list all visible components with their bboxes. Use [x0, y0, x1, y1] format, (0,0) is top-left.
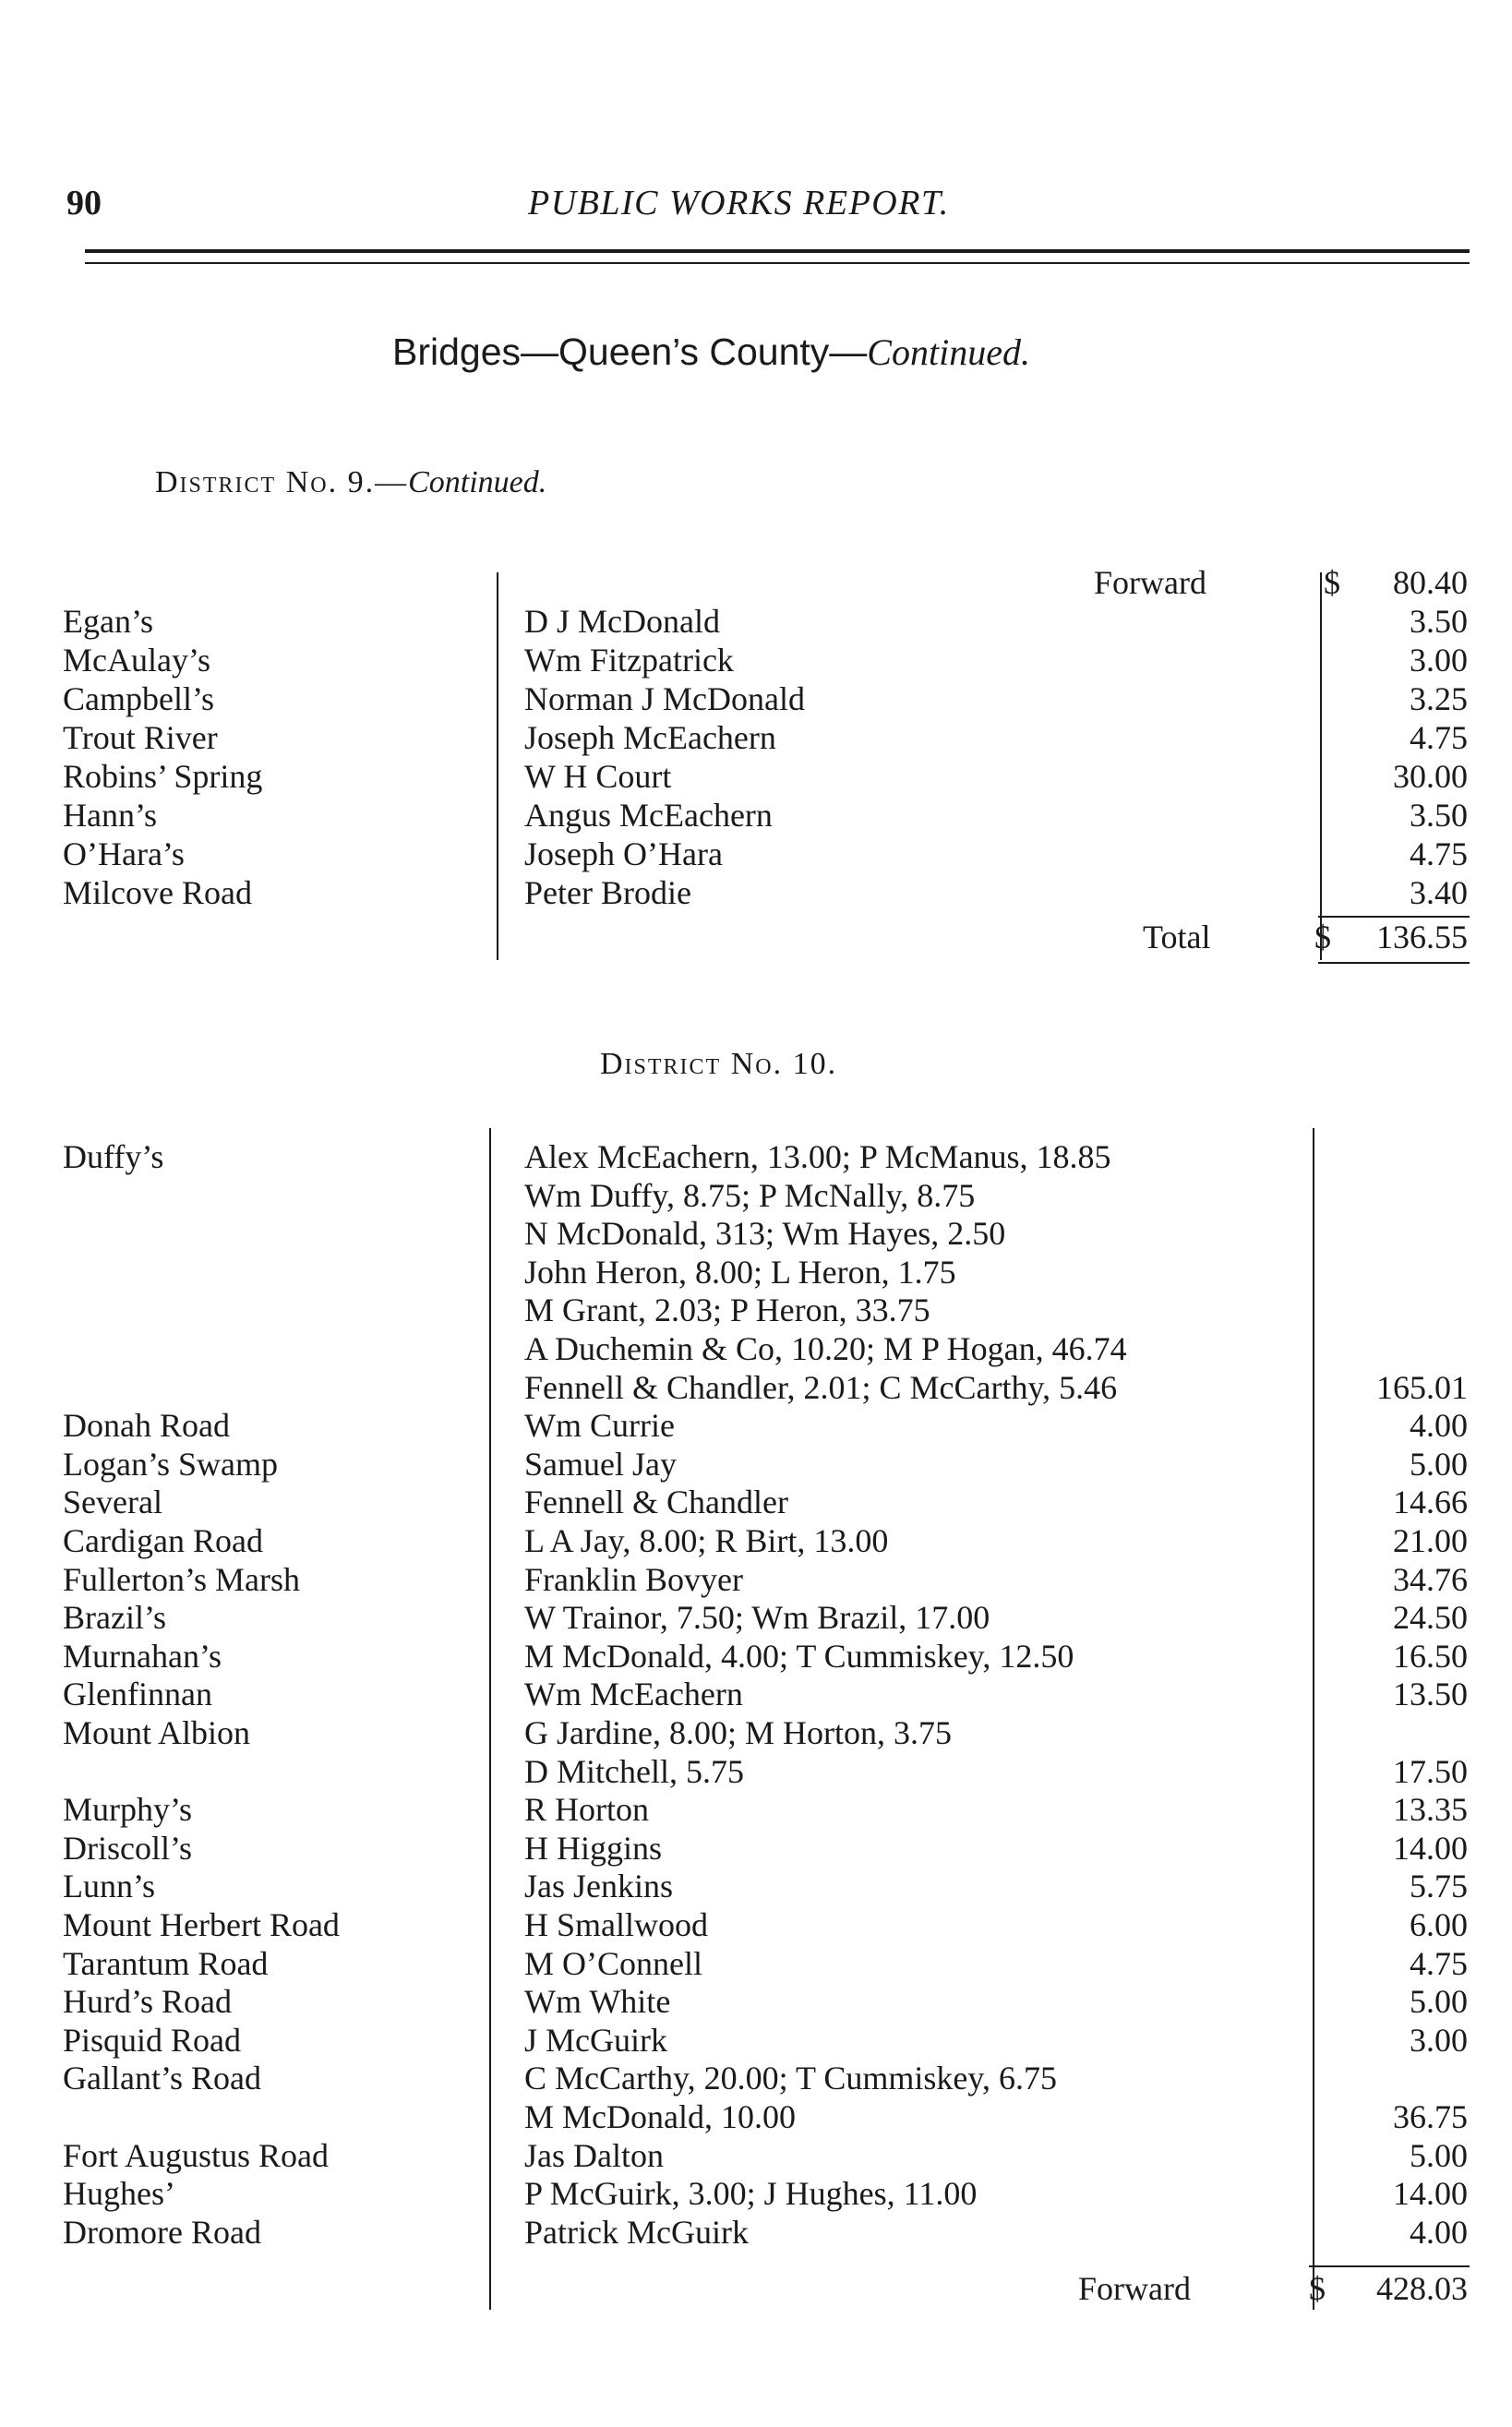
district-10-payee: Jas Jenkins [524, 1868, 673, 1904]
district-10-payee: M McDonald, 4.00; T Cummiskey, 12.50 [524, 1638, 1074, 1675]
district-10-payee: P McGuirk, 3.00; J Hughes, 11.00 [524, 2175, 978, 2212]
district-10-place: Mount Herbert Road [63, 1906, 340, 1943]
district-10-payee: M McDonald, 10.00 [524, 2098, 796, 2135]
running-title: PUBLIC WORKS REPORT. [528, 184, 950, 222]
district-10-amount: 14.66 [1393, 1484, 1468, 1520]
district-10-amount: 17.50 [1393, 1753, 1468, 1790]
district-9-total-amount: 136.55 [1376, 919, 1468, 955]
district-10-row [0, 1867, 1512, 1905]
district-9-total-dollar: $ [1314, 919, 1331, 955]
district-9-total-underline [1318, 962, 1470, 964]
district-10-row [0, 1637, 1512, 1676]
district-10-payee: J McGuirk [524, 2022, 667, 2059]
page-title [392, 330, 1030, 374]
header-rule-thick [85, 249, 1470, 253]
district-10-payee: John Heron, 8.00; L Heron, 1.75 [524, 1254, 956, 1291]
district-10-amount: 13.35 [1393, 1791, 1468, 1828]
district-9-amount: 4.75 [1410, 835, 1468, 872]
district-10-amount: 165.01 [1376, 1369, 1468, 1406]
district-10-payee: H Higgins [524, 1830, 663, 1867]
district-10-row [0, 1829, 1512, 1868]
district-10-payee: Wm Duffy, 8.75; P McNally, 8.75 [524, 1177, 976, 1214]
district-10-row [0, 2059, 1512, 2097]
district-10-place: Hughes’ [63, 2175, 175, 2212]
district-10-forward-rule [1309, 2265, 1470, 2267]
district-10-payee: A Duchemin & Co, 10.20; M P Hogan, 46.74 [524, 1330, 1127, 1367]
district-10-amount: 5.00 [1410, 1446, 1468, 1483]
district-10-forward-amount: 428.03 [1376, 2270, 1468, 2307]
district-10-heading: District No. 10. [600, 1047, 838, 1081]
district-10-amount: 5.00 [1410, 2137, 1468, 2174]
header-rule-thin [85, 262, 1470, 264]
district-10-place: Duffy’s [63, 1138, 164, 1175]
district-10-payee: Alex McEachern, 13.00; P McManus, 18.85 [524, 1138, 1111, 1175]
district-10-row [0, 1291, 1512, 1329]
district-9-payee: W H Court [524, 758, 672, 795]
district-9-amount: 4.75 [1410, 719, 1468, 756]
district-10-place: Mount Albion [63, 1714, 251, 1751]
district-9-heading-text: District No. 9.— [155, 465, 409, 499]
district-10-row [0, 2136, 1512, 2175]
district-9-row [0, 873, 1512, 912]
district-10-place: Pisquid Road [63, 2022, 242, 2059]
district-10-row [0, 1483, 1512, 1521]
district-10-amount: 3.00 [1410, 2022, 1468, 2059]
district-10-row [0, 1790, 1512, 1829]
district-10-place: Tarantum Road [63, 1945, 269, 1982]
district-10-payee: W Trainor, 7.50; Wm Brazil, 17.00 [524, 1599, 990, 1636]
district-10-row [0, 1253, 1512, 1292]
district-10-amount: 34.76 [1393, 1561, 1468, 1598]
district-10-payee: L A Jay, 8.00; R Birt, 13.00 [524, 1522, 889, 1559]
district-9-heading-italic: Continued. [408, 465, 547, 499]
district-10-row [0, 1214, 1512, 1253]
district-9-forward-amount: 80.40 [1393, 564, 1468, 601]
district-9-row [0, 718, 1512, 757]
district-10-place: Driscoll’s [63, 1830, 192, 1867]
district-10-payee: C McCarthy, 20.00; T Cummiskey, 6.75 [524, 2060, 1058, 2097]
district-10-place: Hurd’s Road [63, 1983, 232, 2020]
district-9-row [0, 796, 1512, 835]
district-10-amount: 36.75 [1393, 2098, 1468, 2135]
district-10-row [0, 1752, 1512, 1791]
district-9-amount: 3.50 [1410, 603, 1468, 640]
district-10-place: Lunn’s [63, 1868, 156, 1904]
district-10-amount: 16.50 [1393, 1638, 1468, 1675]
district-10-place: Several [63, 1484, 162, 1520]
district-10-payee: D Mitchell, 5.75 [524, 1753, 744, 1790]
district-10-row [0, 2097, 1512, 2136]
district-10-amount: 4.75 [1410, 1945, 1468, 1982]
district-10-amount: 13.50 [1393, 1676, 1468, 1712]
district-10-place: Fort Augustus Road [63, 2137, 330, 2174]
district-9-total-label: Total [1143, 919, 1211, 955]
district-9-payee: D J McDonald [524, 603, 720, 640]
district-10-payee: Fennell & Chandler [524, 1484, 788, 1520]
district-10-row [0, 1598, 1512, 1637]
district-10-forward-dollar: $ [1309, 2270, 1326, 2307]
district-9-amount: 3.00 [1410, 642, 1468, 679]
district-9-row [0, 679, 1512, 718]
district-9-payee: Norman J McDonald [524, 680, 805, 717]
district-10-row [0, 2021, 1512, 2060]
district-9-amount: 3.40 [1410, 874, 1468, 911]
district-9-payee: Peter Brodie [524, 874, 691, 911]
district-10-payee: Wm McEachern [524, 1676, 743, 1712]
district-9-forward-label: Forward [1094, 564, 1206, 601]
district-9-row [0, 835, 1512, 873]
district-10-payee: M O’Connell [524, 1945, 702, 1982]
district-10-row [0, 1982, 1512, 2021]
page-number: 90 [66, 184, 102, 222]
district-10-amount: 4.00 [1410, 1407, 1468, 1444]
district-10-amount: 14.00 [1393, 2175, 1468, 2212]
district-10-payee: Patrick McGuirk [524, 2214, 749, 2251]
district-10-row [0, 1406, 1512, 1445]
district-9-amount: 3.50 [1410, 797, 1468, 834]
district-10-place: Glenfinnan [63, 1676, 212, 1712]
district-9-place: O’Hara’s [63, 835, 185, 872]
district-10-row [0, 1329, 1512, 1368]
district-10-row [0, 1713, 1512, 1752]
district-10-place: Murnahan’s [63, 1638, 222, 1675]
district-9-place: Milcove Road [63, 874, 252, 911]
district-10-place: Gallant’s Road [63, 2060, 261, 2097]
district-10-amount: 6.00 [1410, 1906, 1468, 1943]
district-10-amount: 5.00 [1410, 1983, 1468, 2020]
district-10-row [0, 1675, 1512, 1713]
district-10-place: Cardigan Road [63, 1522, 263, 1559]
district-10-amount: 14.00 [1393, 1830, 1468, 1867]
district-10-payee: Franklin Bovyer [524, 1561, 743, 1598]
district-10-place: Dromore Road [63, 2214, 261, 2251]
title-italic: Continued. [867, 331, 1030, 373]
district-10-place: Murphy’s [63, 1791, 193, 1828]
district-10-amount: 21.00 [1393, 1522, 1468, 1559]
district-10-row [0, 1137, 1512, 1176]
district-9-row [0, 757, 1512, 796]
district-10-place: Donah Road [63, 1407, 230, 1444]
district-10-payee: Wm White [524, 1983, 671, 2020]
district-9-place: Hann’s [63, 797, 157, 834]
district-10-payee: R Horton [524, 1791, 649, 1828]
district-10-payee: Samuel Jay [524, 1446, 677, 1483]
district-10-payee: N McDonald, 313; Wm Hayes, 2.50 [524, 1215, 1006, 1252]
district-10-place: Logan’s Swamp [63, 1446, 278, 1483]
district-9-forward-dollar: $ [1324, 564, 1340, 601]
district-10-row [0, 2174, 1512, 2213]
district-10-payee: Wm Currie [524, 1407, 675, 1444]
district-9-place: Trout River [63, 719, 218, 756]
district-9-payee: Joseph O’Hara [524, 835, 723, 872]
district-9-amount: 30.00 [1393, 758, 1468, 795]
district-10-place: Brazil’s [63, 1599, 166, 1636]
district-9-payee: Angus McEachern [524, 797, 773, 834]
district-9-heading [155, 465, 546, 500]
district-10-row [0, 1445, 1512, 1484]
district-10-payee: G Jardine, 8.00; M Horton, 3.75 [524, 1714, 952, 1751]
district-10-place: Fullerton’s Marsh [63, 1561, 300, 1598]
district-9-row [0, 602, 1512, 641]
district-9-place: Robins’ Spring [63, 758, 263, 795]
district-9-amount: 3.25 [1410, 680, 1468, 717]
district-9-place: Egan’s [63, 603, 153, 640]
district-10-payee: M Grant, 2.03; P Heron, 33.75 [524, 1292, 930, 1328]
district-10-row [0, 1368, 1512, 1407]
district-9-row [0, 641, 1512, 679]
district-10-payee: H Smallwood [524, 1906, 709, 1943]
district-10-amount: 4.00 [1410, 2214, 1468, 2251]
district-9-payee: Wm Fitzpatrick [524, 642, 734, 679]
district-10-row [0, 2213, 1512, 2252]
district-10-payee: Jas Dalton [524, 2137, 664, 2174]
district-9-place: McAulay’s [63, 642, 210, 679]
district-9-place: Campbell’s [63, 680, 214, 717]
district-10-row [0, 1521, 1512, 1560]
district-10-amount: 5.75 [1410, 1868, 1468, 1904]
district-10-forward-label: Forward [1078, 2270, 1191, 2307]
district-10-payee: Fennell & Chandler, 2.01; C McCarthy, 5.46 [524, 1369, 1118, 1406]
district-10-row [0, 1944, 1512, 1983]
district-10-amount: 24.50 [1393, 1599, 1468, 1636]
district-9-payee: Joseph McEachern [524, 719, 776, 756]
district-10-row [0, 1176, 1512, 1215]
district-10-row [0, 1905, 1512, 1944]
district-10-row [0, 1560, 1512, 1599]
title-main: Bridges—Queen’s County— [392, 330, 868, 373]
